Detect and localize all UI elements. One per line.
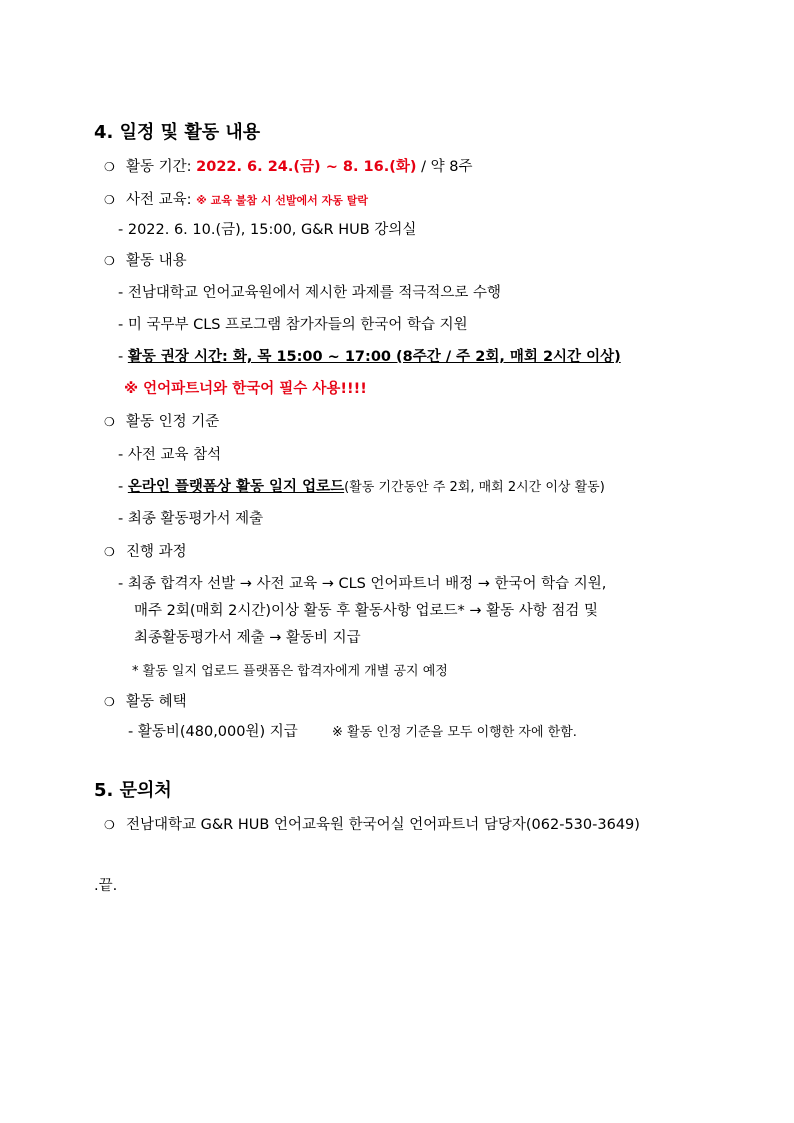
process-line-2: 매주 2회(매회 2시간)이상 활동 후 활동사항 업로드* → 활동 사항 점검 및 xyxy=(134,603,599,619)
bullet-icon: ❍ xyxy=(104,254,115,268)
criteria-item-1: - 사전 교육 참석 xyxy=(118,447,222,463)
benefit-item-1: - 활동비(480,000원) 지급 xyxy=(128,724,298,740)
period-value: 2022. 6. 24.(금) ~ 8. 16.(화) xyxy=(196,159,417,175)
bullet-icon: ❍ xyxy=(104,160,115,174)
period-label: 활동 기간: xyxy=(126,159,197,175)
criteria-label: 활동 인정 기준 xyxy=(126,414,220,430)
process-heading xyxy=(104,540,187,561)
criteria-item-2-detail: (활동 기간동안 주 2회, 매회 2시간 이상 활동) xyxy=(344,480,605,495)
process-footnote: * 활동 일지 업로드 플랫폼은 합격자에게 개별 공지 예정 xyxy=(132,664,448,679)
section-5-title: 5. 문의처 xyxy=(94,780,172,801)
period-suffix: / 약 8주 xyxy=(416,159,473,175)
criteria-item-2-dash: - xyxy=(118,479,128,495)
content-heading xyxy=(104,249,187,270)
process-line-3: 최종활동평가서 제출 → 활동비 지급 xyxy=(134,630,361,646)
content-item-1: - 전남대학교 언어교육원에서 제시한 과제를 적극적으로 수행 xyxy=(118,285,502,301)
period-line xyxy=(104,155,472,176)
benefit-heading xyxy=(104,690,187,711)
criteria-heading xyxy=(104,410,219,431)
bullet-icon: ❍ xyxy=(104,545,115,559)
content-item-3 xyxy=(118,345,621,366)
pretraining-line xyxy=(104,188,368,209)
process-line-1: - 최종 합격자 선발 → 사전 교육 → CLS 언어파트너 배정 → 한국어 학습 지원, xyxy=(118,576,607,592)
content-item-2: - 미 국무부 CLS 프로그램 참가자들의 한국어 학습 지원 xyxy=(118,317,468,333)
pretraining-detail: - 2022. 6. 10.(금), 15:00, G&R HUB 강의실 xyxy=(118,222,417,238)
content-item-3-dash: - xyxy=(118,349,128,365)
benefit-label: 활동 혜택 xyxy=(126,694,187,710)
recommended-hours: 활동 권장 시간: 화, 목 15:00 ~ 17:00 (8주간 / 주 2회, 매회 2시간 이상) xyxy=(127,349,621,365)
section-4-title: 4. 일정 및 활동 내용 xyxy=(94,122,261,143)
bullet-icon: ❍ xyxy=(104,818,115,832)
criteria-item-2 xyxy=(118,475,605,496)
language-warning: ※ 언어파트너와 한국어 필수 사용!!!! xyxy=(124,381,367,397)
benefit-note: ※ 활동 인정 기준을 모두 이행한 자에 한함. xyxy=(332,725,577,740)
criteria-item-3: - 최종 활동평가서 제출 xyxy=(118,511,264,527)
bullet-icon: ❍ xyxy=(104,695,115,709)
bullet-icon: ❍ xyxy=(104,193,115,207)
contact-line xyxy=(104,813,640,834)
pretraining-label: 사전 교육: xyxy=(126,192,197,208)
process-label: 진행 과정 xyxy=(126,544,187,560)
content-label: 활동 내용 xyxy=(126,253,187,269)
bullet-icon: ❍ xyxy=(104,415,115,429)
pretraining-note: ※ 교육 불참 시 선발에서 자동 탈락 xyxy=(196,194,368,207)
contact-info: 전남대학교 G&R HUB 언어교육원 한국어실 언어파트너 담당자(062-530-3649) xyxy=(126,817,640,833)
end-mark: .끝. xyxy=(94,878,118,894)
upload-log-requirement: 온라인 플랫폼상 활동 일지 업로드 xyxy=(127,479,345,495)
